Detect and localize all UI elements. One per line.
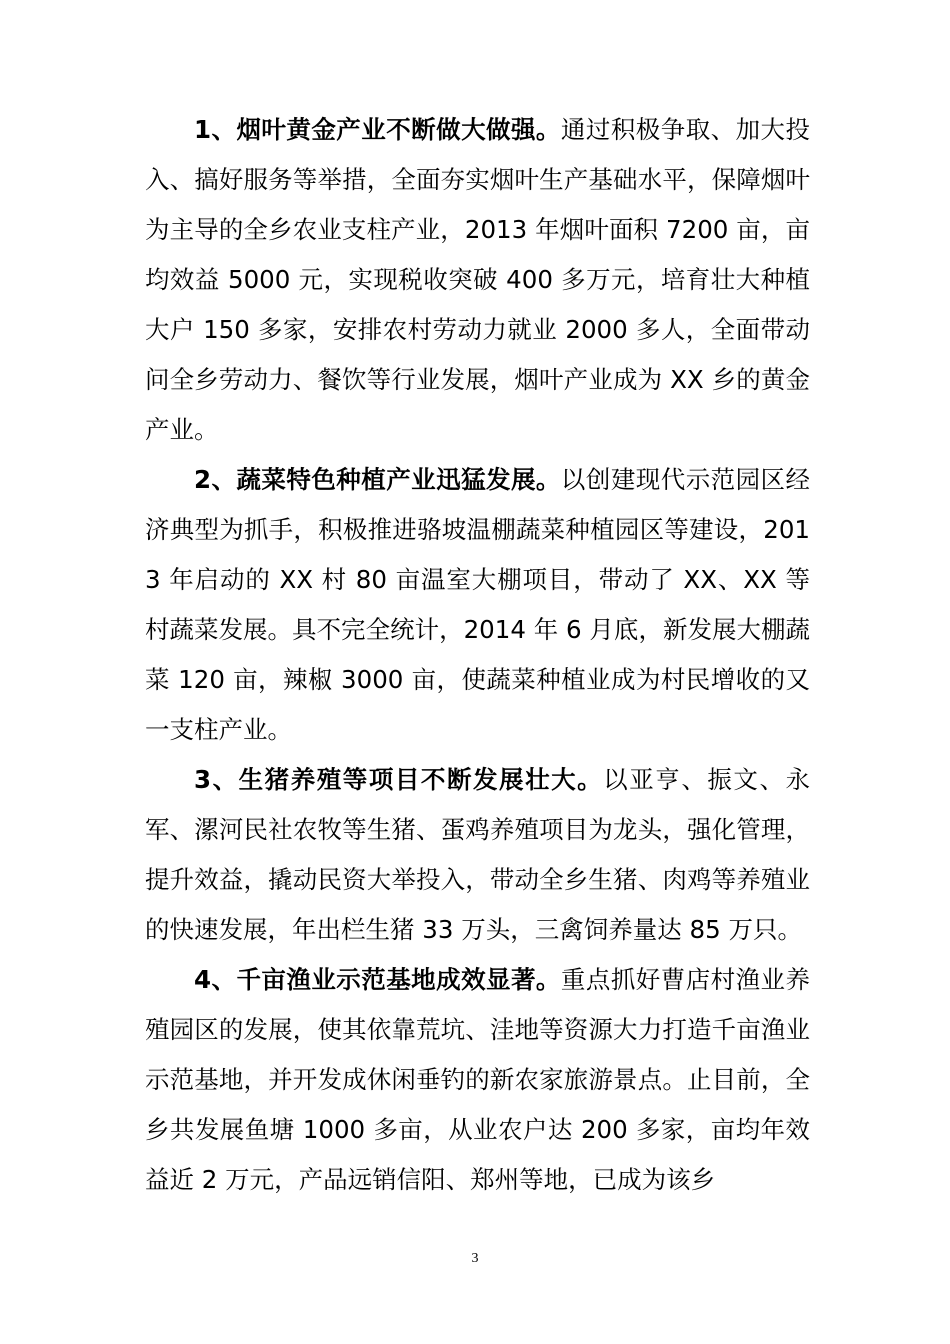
paragraph-1-text: 通过积极争取、加大投入、搞好服务等举措，全面夯实烟叶生产基础水平，保障烟叶为主导的全乡农业支柱产业，2013 年烟叶面积 7200 亩，亩均效益 5000 元，实现税收突破 400 多万元，培育壮大种植大户 150 多家，安排农村劳动力就业 2000 多人，全面带动问全乡劳动力、餐饮等行业发展，烟叶产业成为 XX 乡的黄金产业。: [145, 115, 811, 444]
paragraph-3-text: 以亚亨、振文、永军、漯河民社农牧等生猪、蛋鸡养殖项目为龙头，强化管理，提升效益，撬动民资大举投入，带动全乡生猪、肉鸡等养殖业的快速发展，年出栏生猪 33 万头，三禽饲养量达 85 万只。: [145, 765, 811, 944]
document-body: [145, 105, 810, 1205]
paragraph-2-text: 以创建现代示范园区经济典型为抓手，积极推进骆坡温棚蔬菜种植园区等建设，2013 年启动的 XX 村 80 亩温室大棚项目，带动了 XX、XX 等村蔬菜发展。具不完全统计，2014 年 6 月底，新发展大棚蔬菜 120 亩，辣椒 3000 亩，使蔬菜种植业成为村民增收的又一支柱产业。: [145, 465, 811, 744]
paragraph-2-heading: 2、蔬菜特色种植产业迅猛发展。: [194, 465, 561, 494]
paragraph-1-heading: 1、烟叶黄金产业不断做大做强。: [194, 115, 561, 144]
paragraph-1: [145, 105, 810, 455]
paragraph-4: [145, 955, 810, 1205]
paragraph-3-heading: 3、生猪养殖等项目不断发展壮大。: [194, 765, 604, 794]
paragraph-4-heading: 4、千亩渔业示范基地成效显著。: [194, 965, 561, 994]
paragraph-2: [145, 455, 810, 755]
page-number: 3: [471, 1251, 479, 1266]
paragraph-4-text: 重点抓好曹店村渔业养殖园区的发展，使其依靠荒坑、洼地等资源大力打造千亩渔业示范基地，并开发成休闲垂钓的新农家旅游景点。止目前，全乡共发展鱼塘 1000 多亩，从业农户达 200 多家，亩均年效益近 2 万元，产品远销信阳、郑州等地，已成为该乡: [145, 965, 811, 1194]
paragraph-3: [145, 755, 810, 955]
